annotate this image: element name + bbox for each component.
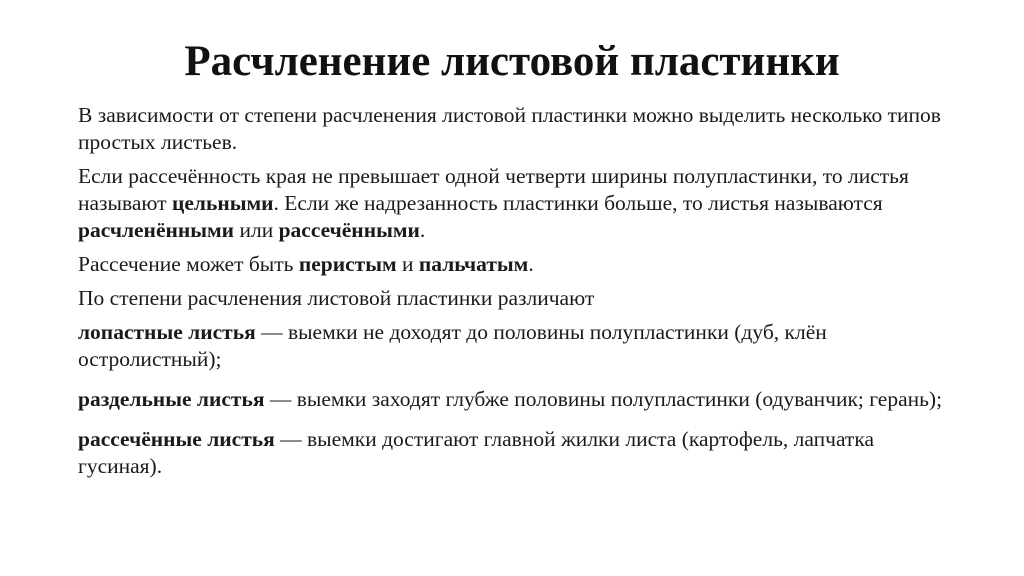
list-item-parted <box>78 386 958 413</box>
slide-body <box>78 102 958 487</box>
slide-title: Расчленение листовой пластинки <box>184 38 840 85</box>
paragraph-intro: В зависимости от степени расчленения листовой пластинки можно выделить несколько типов простых листьев. <box>78 103 941 154</box>
type-description: — выемки достигают главной жилки листа (картофель, лапчатка гусиная). <box>78 427 874 478</box>
text-fragment: Рассечение может быть <box>78 252 299 276</box>
term-cut: рассечёнными <box>278 218 420 242</box>
list-item-dissected <box>78 426 958 480</box>
type-description: — выемки заходят глубже половины полупластинки (одуванчик; герань); <box>264 387 943 411</box>
type-description: — выемки не доходят до половины полупластинки (дуб, клён остролистный); <box>78 320 827 371</box>
paragraph-classification-intro: По степени расчленения листовой пластинки различают <box>78 286 595 310</box>
type-term: раздельные листья <box>78 387 265 411</box>
paragraph-definitions <box>78 163 958 244</box>
type-term: лопастные листья <box>78 320 256 344</box>
text-fragment: . <box>528 252 534 276</box>
term-palmate: пальчатым <box>418 252 529 276</box>
text-fragment: Если рассечённость края не превышает одной четверти ширины полупластинки, то листья называют <box>78 164 909 215</box>
list-item-lobed <box>78 319 958 373</box>
term-pinnate: перистым <box>298 252 397 276</box>
text-fragment: и <box>396 252 419 276</box>
text-fragment: . Если же надрезанность пластинки больше, то листья называются <box>273 191 883 215</box>
term-whole: цельными <box>171 191 274 215</box>
type-term: рассечённые листья <box>78 427 275 451</box>
paragraph-dissection-kinds <box>78 251 958 278</box>
term-dissected: расчленёнными <box>78 218 235 242</box>
text-fragment: . <box>419 218 426 242</box>
text-fragment: или <box>234 218 279 242</box>
